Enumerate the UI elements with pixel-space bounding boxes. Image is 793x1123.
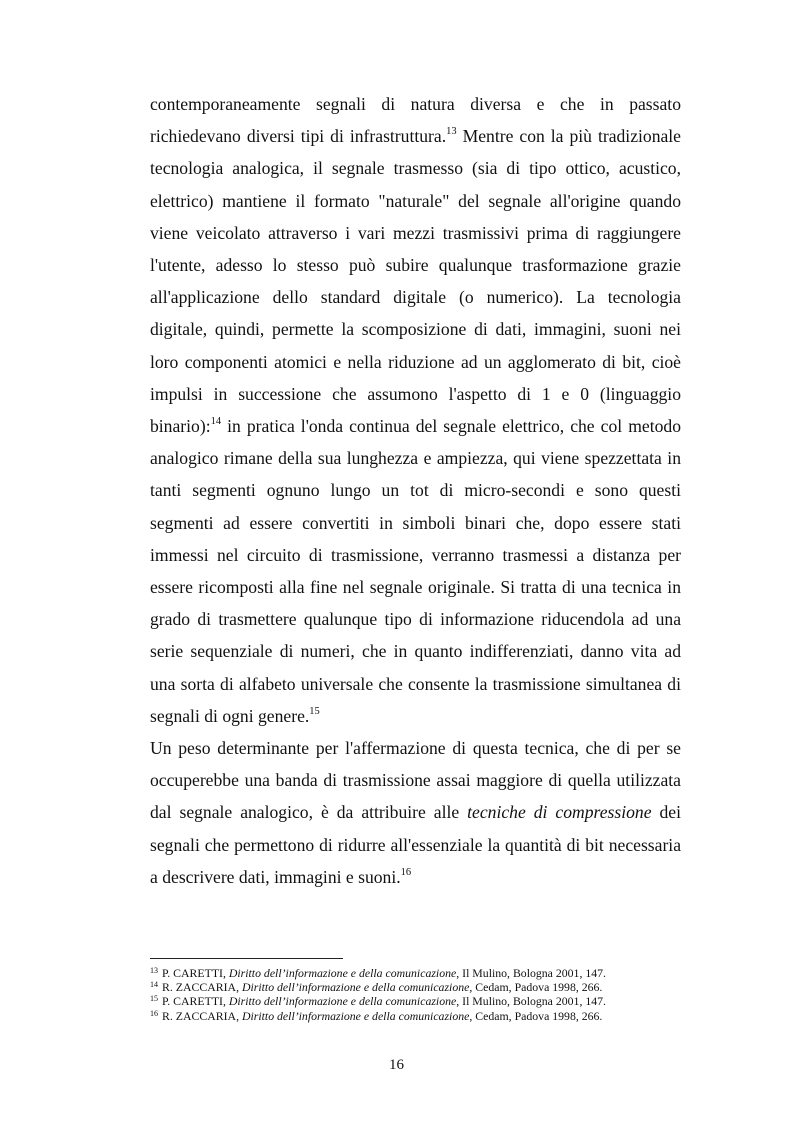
footnote-author: P. CARETTI,: [162, 994, 229, 1009]
footnote-title: Diritto dell’informazione e della comunicazione: [241, 1008, 470, 1023]
footnote: [150, 980, 690, 994]
footnote-title: Diritto dell’informazione e della comunicazione: [241, 980, 470, 995]
emphasis-text: tecniche di compressione: [467, 802, 652, 823]
paragraph: [150, 88, 681, 732]
paragraph-text: Mentre con la più tradizionale tecnologia analogica, il segnale trasmesso (sia di tipo ottico, acustico, elettrico) mantiene il formato "naturale" del segnale all'origine quando viene veicolato attraverso i vari mezzi trasmissivi prima di raggiungere l'utente, adesso lo stesso può subire qualunque trasformazione grazie all'applicazione dello standard digitale (o numerico). La tecnologia digitale, quindi, permette la scomposizione di dati, immagini, suoni nei loro componenti atomici e nella riduzione ad un agglomerato di bit, cioè impulsi in successione che assumono l'aspetto di 1 e 0 (linguaggio binario):: [150, 126, 681, 437]
paragraph: [150, 732, 681, 893]
footnote-author: P. CARETTI,: [162, 966, 229, 980]
paragraph-text: dei segnali che permettono di ridurre all'essenziale la quantità di bit necessaria a descrivere dati, immagini e suoni.: [150, 802, 681, 887]
footnote-details: , Il Mulino, Bologna 2001, 147.: [456, 994, 607, 1009]
paragraph-text: Un peso determinante per l'affermazione di questa tecnica, che di per se occuperebbe una banda di trasmissione assai maggiore di quella utilizzata dal segnale analogico, è da attribuire alle: [150, 738, 681, 823]
footnote-title: Diritto dell’informazione e della comunicazione: [228, 966, 457, 980]
footnote-ref: 14: [210, 416, 222, 428]
footnote-details: , Cedam, Padova 1998, 266.: [469, 1008, 603, 1023]
body-text: [150, 88, 681, 893]
footnote: [150, 966, 690, 980]
footnote-details: , Cedam, Padova 1998, 266.: [469, 980, 603, 995]
footnote-ref: 13: [446, 126, 457, 138]
footnote-ref: 15: [309, 705, 320, 717]
footnote-number: 16: [150, 1008, 158, 1018]
paragraph-text: in pratica l'onda continua del segnale elettrico, che col metodo analogico rimane della sua lunghezza e ampiezza, qui viene spezzettata in tanti segmenti ognuno lungo un tot di micro-secondi e sono questi segmenti ad essere convertiti in simboli binari che, dopo essere stati immessi nel circuito di trasmissione, verranno trasmessi a distanza per essere ricomposti alla fine nel segnale originale. Si tratta di una tecnica in grado di trasmettere qualunque tipo di informazione riducendola ad una serie sequenziale di numeri, che in quanto indifferenziati, danno vita ad una sorta di alfabeto universale che consente la trasmissione simultanea di segnali di ogni genere.: [150, 416, 681, 726]
footnote-number: 13: [150, 966, 158, 975]
footnote-ref: 16: [400, 866, 412, 878]
footnote-author: R. ZACCARIA,: [162, 1008, 242, 1023]
footnote-author: R. ZACCARIA,: [162, 980, 242, 995]
footnote-title: Diritto dell’informazione e della comunicazione: [228, 994, 457, 1009]
footnote-divider: [150, 958, 343, 959]
footnotes-list: [150, 966, 690, 1023]
page-number: 16: [389, 1057, 404, 1073]
footnote-number: 14: [150, 980, 158, 990]
paragraph-text: contemporaneamente segnali di natura diversa e che in passato richiedevano diversi tipi di infrastruttura.: [150, 94, 681, 147]
footnote-number: 15: [150, 994, 158, 1004]
footnote-details: , Il Mulino, Bologna 2001, 147.: [456, 966, 607, 980]
footnote: [150, 1009, 690, 1023]
footnote: [150, 994, 690, 1008]
